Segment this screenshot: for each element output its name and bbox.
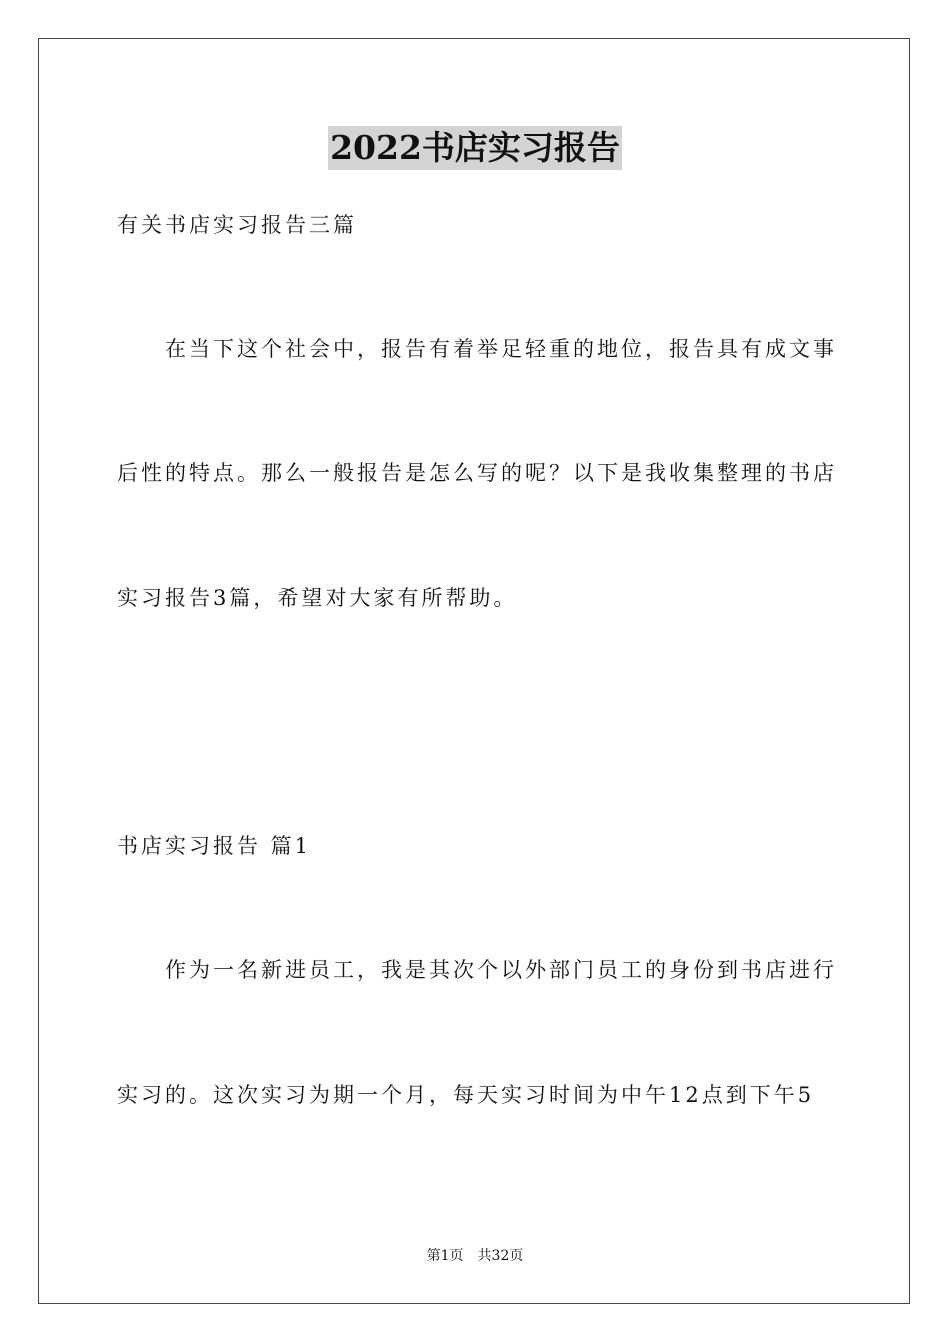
intro-paragraph-line: 在当下这个社会中，报告有着举足轻重的地位，报告具有成文事: [165, 337, 837, 361]
page-footer: [0, 1246, 950, 1266]
title-container: [0, 126, 950, 170]
section-paragraph-line: 实习的。这次实习为期一个月，每天实习时间为中午12点到下午5: [117, 1083, 815, 1107]
total-pages: 共32页: [477, 1248, 524, 1264]
document-title: 2022书店实习报告: [328, 126, 622, 170]
page-number: 第1页: [426, 1248, 464, 1264]
section-heading: 书店实习报告 篇1: [117, 834, 312, 858]
document-subtitle: 有关书店实习报告三篇: [117, 213, 357, 237]
section-paragraph-line: 作为一名新进员工，我是其次个以外部门员工的身份到书店进行: [165, 958, 837, 982]
intro-paragraph-line: 实习报告3篇，希望对大家有所帮助。: [117, 586, 518, 610]
intro-paragraph-line: 后性的特点。那么一般报告是怎么写的呢？以下是我收集整理的书店: [117, 461, 837, 485]
